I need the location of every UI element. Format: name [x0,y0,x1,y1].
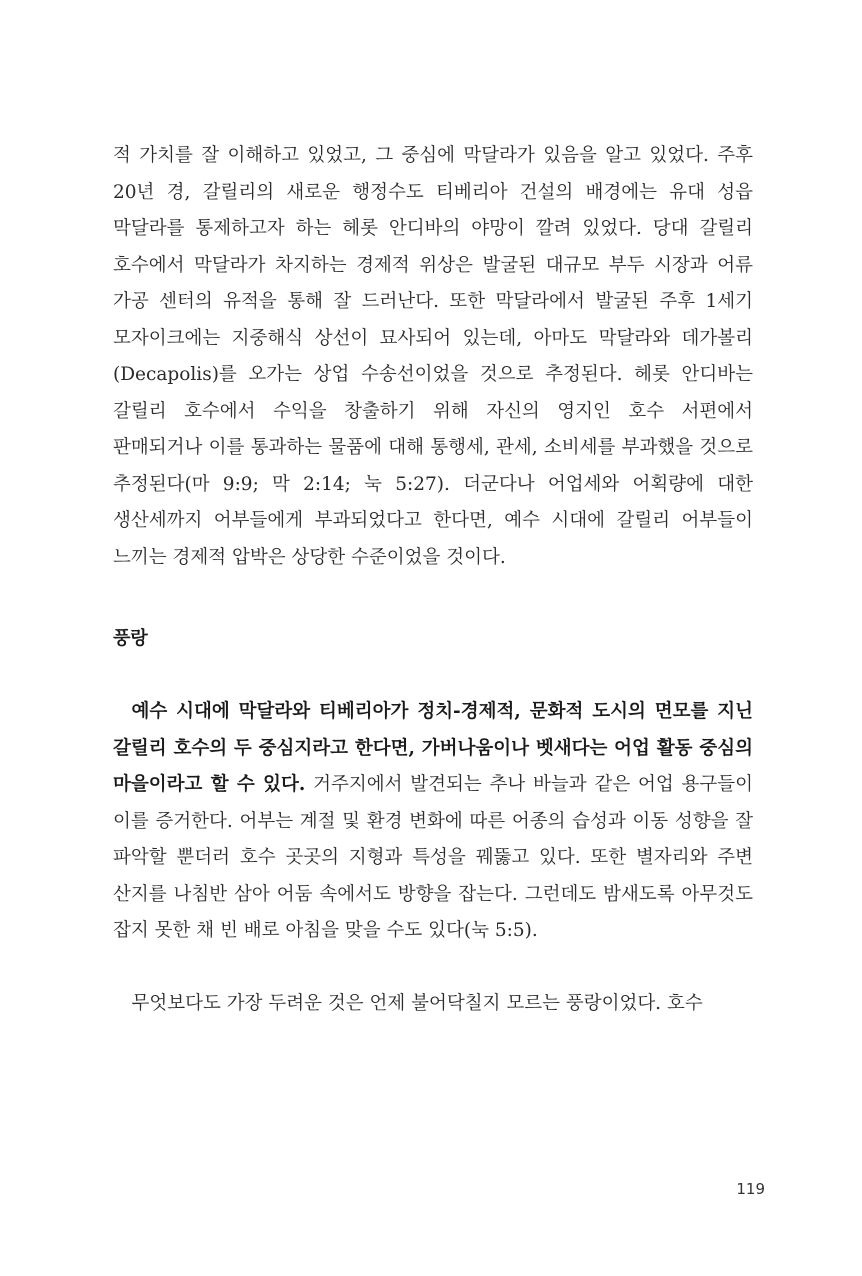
paragraph-economy: 적 가치를 잘 이해하고 있었고, 그 중심에 막달라가 있음을 알고 있었다. 주후 20년 경, 갈릴리의 새로운 행정수도 티베리아 건설의 배경에는 유대 성읍 막달라를 통제하고자 하는 헤롯 안디바의 야망이 깔려 있었다. 당대 갈릴리 호수에서 막달라가 차지하는 경제적 위상은 발굴된 대규모 부두 시장과 어류 가공 센터의 유적을 통해 잘 드러난다. 또한 막달라에서 발굴된 주후 1세기 모자이크에는 지중해식 상선이 묘사되어 있는데, 아마도 막달라와 데가볼리(Decapolis)를 오가는 상업 수송선이었을 것으로 추정된다. 헤롯 안디바는 갈릴리 호수에서 수익을 창출하기 위해 자신의 영지인 호수 서편에서 판매되거나 이를 통과하는 물품에 대해 통행세, 관세, 소비세를 부과했을 것으로 추정된다(마 9:9; 막 2:14; 눅 5:27). 더군다나 어업세와 어획량에 대한 생산세까지 어부들에게 부과되었다고 한다면, 예수 시대에 갈릴리 어부들이 느끼는 경제적 압박은 상당한 수준이었을 것이다. [113,145,754,568]
page-body [113,138,753,1022]
section-heading: 풍랑 [113,628,148,649]
paragraph-continuation: 거주지에서 발견되는 추나 바늘과 같은 어업 용구들이 이를 증거한다. 어부는 계절 및 환경 변화에 따른 어종의 습성과 이동 성향을 잘 파악할 뿐더러 호수 곳곳의 지형과 특성을 꿰뚫고 있다. 또한 별자리와 주변 산지를 나침반 삼아 어둠 속에서도 방향을 잡는다. 그런데도 밤새도록 아무것도 잡지 못한 채 빈 배로 아침을 맞을 수도 있다(눅 5:5). [113,774,753,941]
page-number: 119 [736,1180,765,1198]
emphasized-sentence: 예수 시대에 막달라와 티베리아가 정치-경제적, 문화적 도시의 면모를 지닌 갈릴리 호수의 두 중심지라고 한다면, 가버나움이나 벳새다는 어업 활동 중심의 마을이라고 할 수 있다. [113,701,753,795]
paragraph-storm: 무엇보다도 가장 두려운 것은 언제 불어닥칠지 모르는 풍랑이었다. 호수 [131,992,703,1014]
paragraph-spacer [113,950,753,986]
paragraph-fishing-villages [113,694,753,950]
